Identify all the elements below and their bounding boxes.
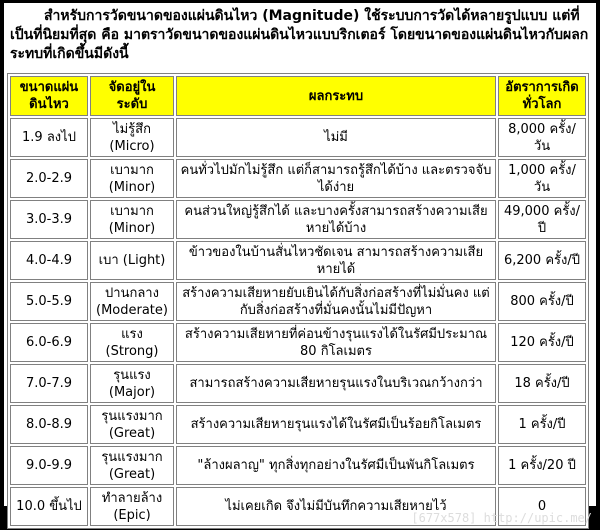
cell-frequency: 120 ครั้ง/ปี <box>498 323 586 362</box>
table-row <box>10 405 586 444</box>
cell-level: ไม่รู้สึก (Micro) <box>90 118 174 157</box>
table-row <box>10 118 586 157</box>
cell-magnitude: 10.0 ขึ้นไป <box>10 487 88 526</box>
cell-frequency: 6,200 ครั้ง/ปี <box>498 241 586 280</box>
cell-effect: สร้างความเสียหายยับเยินได้กับสิ่งก่อสร้างที่ไม่มั่นคง แต่กับสิ่งก่อสร้างที่มั่นคงนั้นไม่มีปัญหา <box>176 282 496 321</box>
cell-effect: ข้าวของในบ้านสั่นไหวชัดเจน สามารถสร้างความเสียหายได้ <box>176 241 496 280</box>
cell-level: รุนแรงมาก (Great) <box>90 405 174 444</box>
table-row <box>10 364 586 403</box>
cell-frequency: 1 ครั้ง/20 ปี <box>498 446 586 485</box>
header-level: จัดอยู่ในระดับ <box>90 76 174 116</box>
table-row <box>10 323 586 362</box>
cell-frequency: 0 <box>498 487 586 526</box>
cell-frequency: 18 ครั้ง/ปี <box>498 364 586 403</box>
cell-magnitude: 1.9 ลงไป <box>10 118 88 157</box>
cell-frequency: 800 ครั้ง/ปี <box>498 282 586 321</box>
cell-effect: สร้างความเสียหายที่ค่อนข้างรุนแรงได้ในรัศมีประมาณ 80 กิโลเมตร <box>176 323 496 362</box>
cell-effect: สร้างความเสียหายรุนแรงได้ในรัศมีเป็นร้อยกิโลเมตร <box>176 405 496 444</box>
cell-effect: "ล้างผลาญ" ทุกสิ่งทุกอย่างในรัศมีเป็นพันกิโลเมตร <box>176 446 496 485</box>
cell-frequency: 1,000 ครั้ง/วัน <box>498 159 586 198</box>
cell-effect: คนส่วนใหญ่รู้สึกได้ และบางครั้งสามารถสร้างความเสียหายได้บ้าง <box>176 200 496 239</box>
intro-paragraph: สำหรับการวัดขนาดของแผ่นดินไหว (Magnitude) ใช้ระบบการวัดได้หลายรูปแบบ แต่ที่เป็นที่นิยมที่สุด คือ มาตราวัดขนาดของแผ่นดินไหวแบบริกเตอร์ โดยขนาดของแผ่นดินไหวกับผลกระทบที่เกิดขึ้นมีดังนี้ <box>10 8 589 62</box>
cell-level: เบามาก (Minor) <box>90 200 174 239</box>
table-row <box>10 282 586 321</box>
cell-magnitude: 9.0-9.9 <box>10 446 88 485</box>
cell-level: เบา (Light) <box>90 241 174 280</box>
cell-magnitude: 3.0-3.9 <box>10 200 88 239</box>
cell-magnitude: 4.0-4.9 <box>10 241 88 280</box>
header-frequency: อัตราการเกิดทั่วโลก <box>498 76 586 116</box>
table-header-row <box>10 76 586 116</box>
cell-level: ทำลายล้าง (Epic) <box>90 487 174 526</box>
cell-magnitude: 6.0-6.9 <box>10 323 88 362</box>
cell-effect: คนทั่วไปมักไม่รู้สึก แต่ก็สามารถรู้สึกได้บ้าง และตรวจจับได้ง่าย <box>176 159 496 198</box>
cell-frequency: 1 ครั้ง/ปี <box>498 405 586 444</box>
cell-level: แรง (Strong) <box>90 323 174 362</box>
cell-magnitude: 5.0-5.9 <box>10 282 88 321</box>
header-effect: ผลกระทบ <box>176 76 496 116</box>
cell-magnitude: 7.0-7.9 <box>10 364 88 403</box>
cell-effect: ไม่เคยเกิด จึงไม่มีบันทึกความเสียหายไว้ <box>176 487 496 526</box>
table-row <box>10 241 586 280</box>
table-row <box>10 159 586 198</box>
cell-level: รุนแรง (Major) <box>90 364 174 403</box>
header-magnitude: ขนาดแผ่นดินไหว <box>10 76 88 116</box>
cell-level: ปานกลาง (Moderate) <box>90 282 174 321</box>
cell-frequency: 49,000 ครั้ง/ปี <box>498 200 586 239</box>
table-row <box>10 200 586 239</box>
cell-effect: สามารถสร้างความเสียหายรุนแรงในบริเวณกว้างกว่า <box>176 364 496 403</box>
table-row <box>10 446 586 485</box>
watermark: [677x578] http://upic.me/ <box>411 511 592 525</box>
cell-effect: ไม่มี <box>176 118 496 157</box>
cell-level: รุนแรงมาก (Great) <box>90 446 174 485</box>
cell-frequency: 8,000 ครั้ง/วัน <box>498 118 586 157</box>
cell-magnitude: 2.0-2.9 <box>10 159 88 198</box>
cell-magnitude: 8.0-8.9 <box>10 405 88 444</box>
magnitude-table <box>7 73 589 529</box>
cell-level: เบามาก (Minor) <box>90 159 174 198</box>
